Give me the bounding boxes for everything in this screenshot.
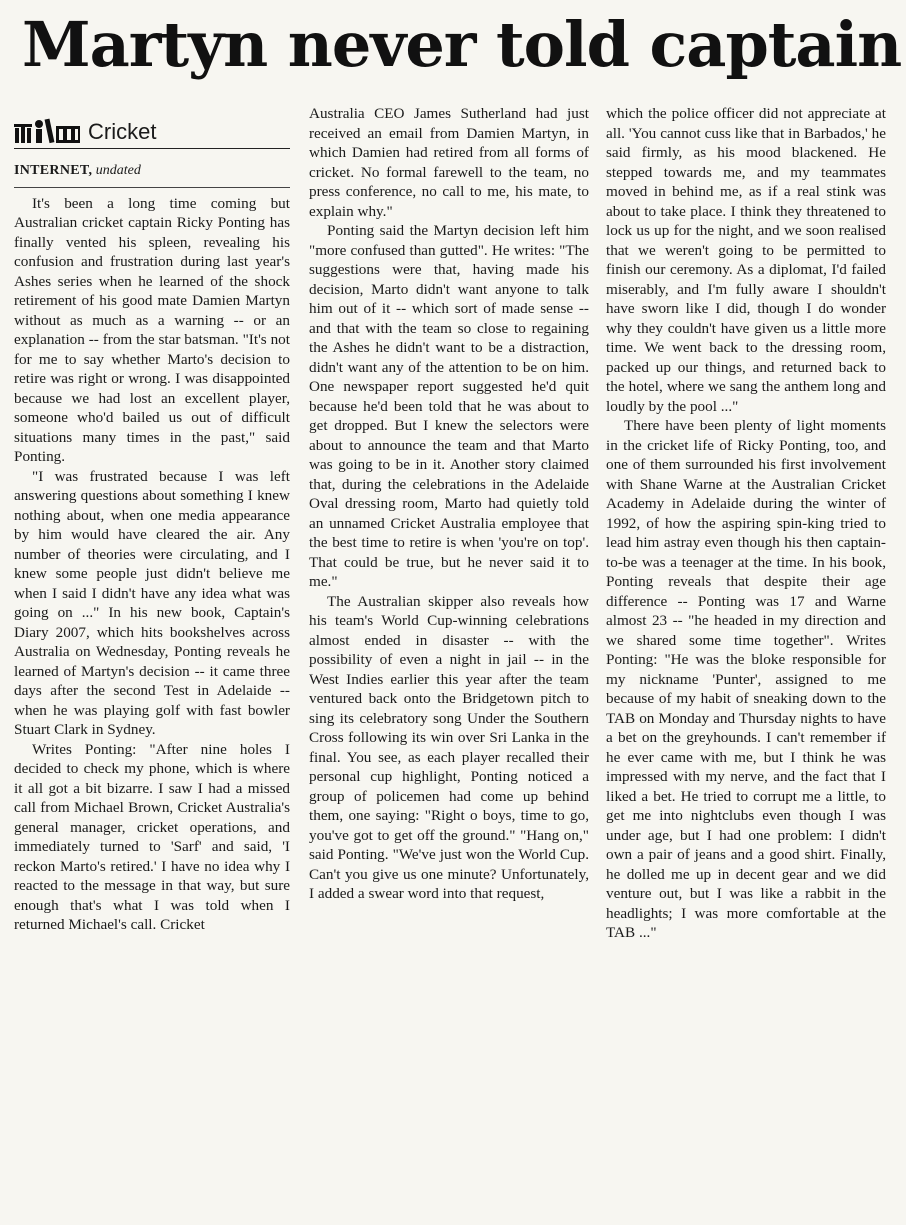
article-column-1 <box>14 112 290 935</box>
article-column-3 <box>606 104 886 943</box>
article-column-2 <box>309 104 589 904</box>
paragraph: The Australian skipper also reveals how his team's World Cup-winning celebrations almost ended in disaster -- with the possibility of even a night in jail -- in the West Indies earlier this year after the team ventured back onto the Bridgetown pitch to sing its celebratory song Under the Southern Cross following its win over Sri Lanka in the final. You see, as each player recalled their personal cup highlight, Ponting noticed a group of policemen had come up behind them, one saying: "Right o boys, time to go, you've got to get off the ground." "Hang on," said Ponting. "We've just won the World Cup. Can't you give us one minute? Unfortunately, I added a swear word into that request, <box>309 592 589 902</box>
headline: Martyn never told captain <box>22 8 902 81</box>
section-label: Cricket <box>88 119 157 144</box>
paragraph: Writes Ponting: "After nine holes I decided to check my phone, which is where it all got a bit bizarre. I saw I had a missed call from Michael Brown, Cricket Australia's general manager, cricket operations, and immediately turned to 'Sarf' and said, 'I reckon Marto's retired.' I have no idea why I reacted to the message in that way, but sure enough that's what I was told when I returned Michael's call. Cricket <box>14 740 290 933</box>
dateline-date: undated <box>95 163 141 178</box>
dateline <box>14 161 290 188</box>
paragraph: "I was frustrated because I was left answering questions about something I knew nothing about, when one media appearance by him would have cleared the air. Any number of theories were circulating, and I knew some people just didn't believe me when I said I didn't have any idea what was going on ..." In his new book, Captain's Diary 2007, which hits bookshelves across Australia on Wednesday, Ponting reveals he learned of Martyn's decision -- it came three days after the second Test in Adelaide -- when he was playing golf with fast bowler Stuart Clark in Sydney. <box>14 467 290 738</box>
paragraph: Ponting said the Martyn decision left him "more confused than gutted". He writes: "The suggestions were that, having made his decision, Marto didn't want anyone to talk him out of it -- which sort of made sense -- and that with the team so close to regaining the Ashes he didn't want to be a distraction, didn't want any of the attention to be on him. One newspaper report suggested he'd quit because he'd been told that he was about to get dropped. But I knew the selectors were about to announce the team and that Marto was going to be in it. Another story claimed that, during the celebrations in the Adelaide Oval dressing room, Marto had quietly told an unnamed Cricket Australia employee that the best time to retire is when 'you're on top'. That could be true, but he never said it to me." <box>309 222 589 590</box>
paragraph: There have been plenty of light moments in the cricket life of Ricky Ponting, too, and one of them surrounded his first involvement with Shane Warne at the Australian Cricket Academy in Adelaide during the winter of 1992, of how the aspiring spin-king tried to lead him astray even though his then captain-to-be was a teenager at the time. In his book, Ponting reveals that despite their age difference -- Ponting was 17 and Warne almost 23 -- "he headed in my direction and we shared some time together". Writes Ponting: "He was the bloke responsible for my nickname 'Punter', assigned to me because of my habit of sneaking down to the TAB on Monday and Thursday nights to have a bet on the greyhounds. I can't remember if he ever came with me, but I think he was impressed with my nerve, and the fact that I liked a bet. He tried to corrupt me a little, to get me into nightclubs even though I was under age, but I had one problem: I didn't own a pair of jeans and a good shirt. Finally, he dolled me up in decent gear and we did venture out, but I was like a rabbit in the headlights; I was more comfortable at the TAB ..." <box>606 417 886 941</box>
paragraph: which the police officer did not appreciate at all. 'You cannot cuss like that in Barbados,' he said firmly, as his mood blackened. He stepped towards me, and my teammates moved in behind me, as if a real stink was about to take place. I think they threatened to lock us up for the night, and we soon realised that we weren't going to be permitted to finish our ceremony. As a diplomat, I'd failed miserably, and I'm fully aware I shouldn't have sworn like I did, though I do wonder why they couldn't have given us a little more time. We went back to the dressing room, packed up our things, and returned back to the hotel, where we sang the anthem long and loudly by the pool ..." <box>606 105 886 415</box>
paragraph: Australia CEO James Sutherland had just received an email from Damien Martyn, in which Damien had retired from all forms of cricket. No formal farewell to the team, no press conference, no call to me, his mate, to explain why." <box>309 105 589 220</box>
dateline-place: INTERNET, <box>14 163 93 178</box>
paragraph: It's been a long time coming but Australian cricket captain Ricky Ponting has finally vented his spleen, revealing his confusion and frustration during last year's Ashes series when he learned of the shock retirement of his good mate Damien Martyn without as much as a warning -- or an explanation -- from the star batsman. "It's not for me to say whether Marto's decision to retire was right or wrong. I was disappointed because we had lost an excellent player, someone who'd bailed us out of difficult situations many times in the past," said Ponting. <box>14 194 290 465</box>
section-header <box>14 112 290 149</box>
cricket-logo-icon <box>14 116 84 144</box>
